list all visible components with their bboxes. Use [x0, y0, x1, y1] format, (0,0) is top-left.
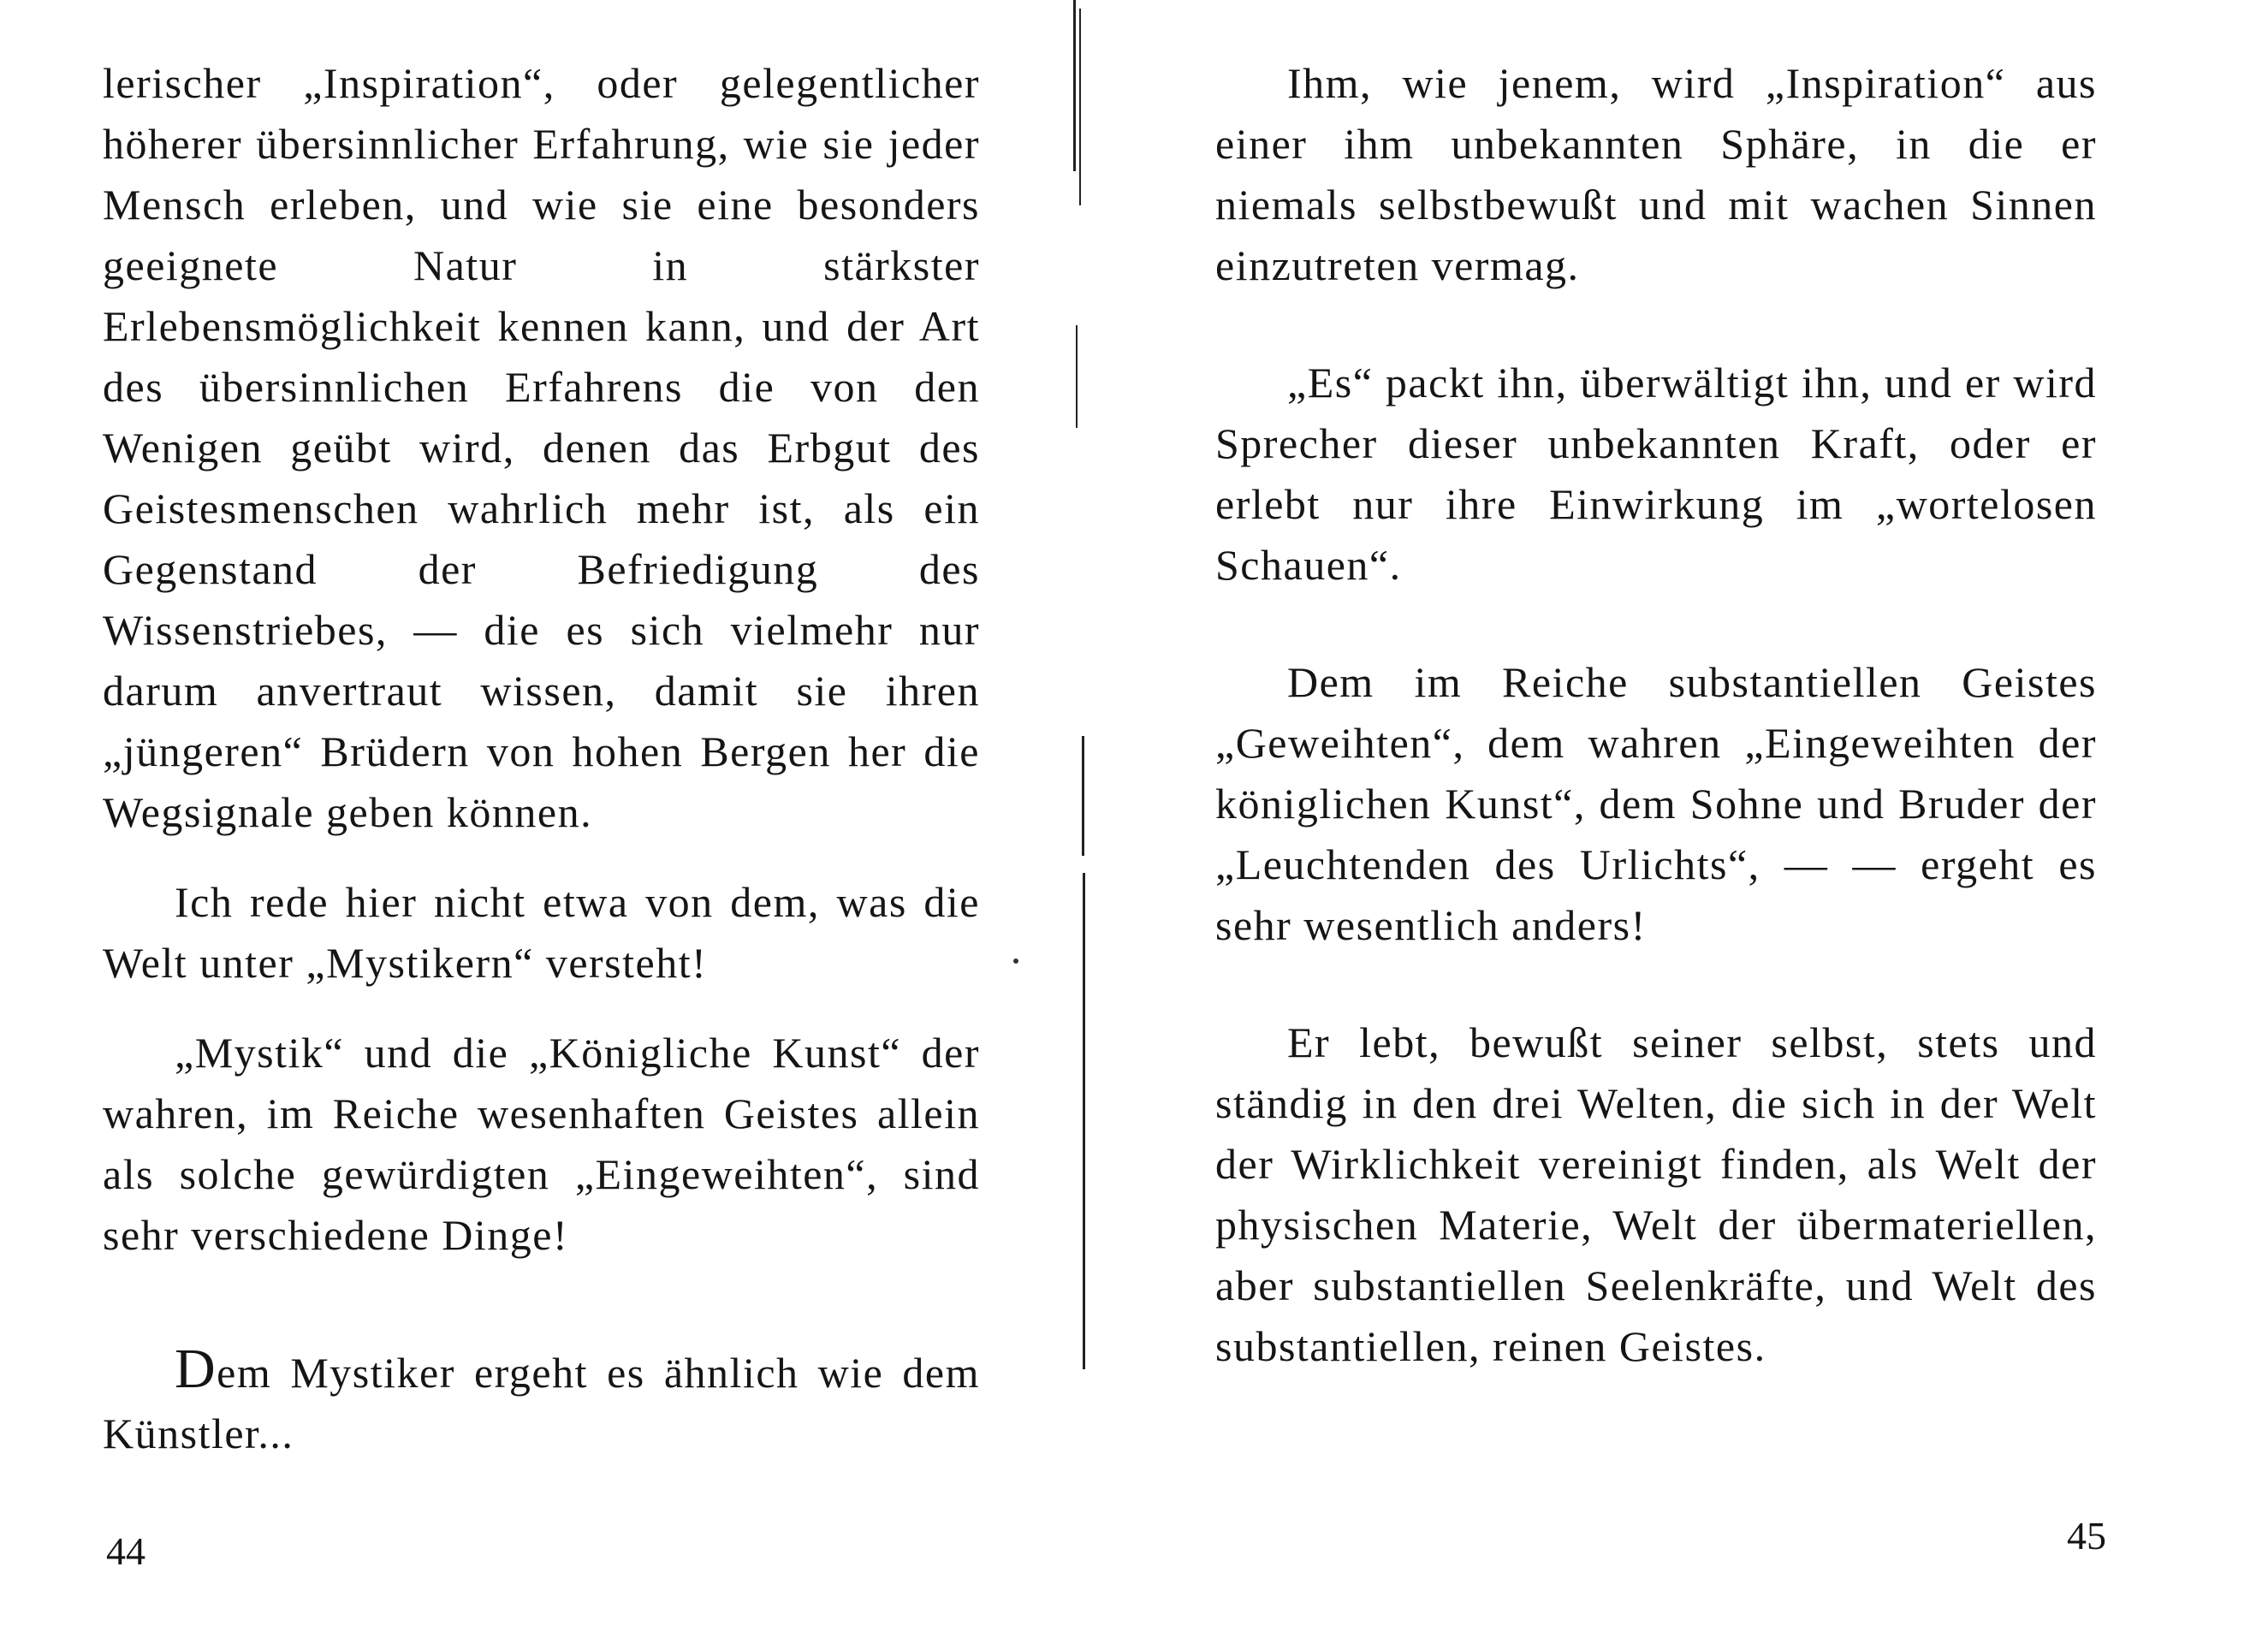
left-paragraph-3: „Mystik“ und die „Königliche Kunst“ der wahren, im Reiche wesenhaften Geistes allein als solche gewürdigten „Eingeweihten“, sind sehr verschiedene Dinge!: [103, 1029, 980, 1259]
right-paragraph-3: Dem im Reiche substantiellen Geistes „Geweihten“, dem wahren „Eingeweihten der königlichen Kunst“, dem Sohne und Bruder der „Leuchtenden des Urlichts“, — — ergeht es sehr wesentlich anders!: [1215, 658, 2097, 949]
right-paragraph-1: Ihm, wie jenem, wird „Inspiration“ aus einer ihm unbekannten Sphäre, in die er niemals selbstbewußt und mit wachen Sinnen einzutreten vermag.: [1215, 59, 2097, 289]
left-paragraph-1: lerischer „Inspiration“, oder gelegentlicher höherer übersinnlicher Erfahrung, wie sie jeder Mensch erleben, und wie sie eine besonders geeignete Natur in stärkster Erlebensmöglichkeit kennen kann, und der Art des übersinnlichen Erfahrens die von den Wenigen geübt wird, denen das Erbgut des Geistesmenschen wahrlich mehr ist, als ein Gegenstand der Befriedigung des Wissenstriebes, — die es sich vielmehr nur darum anvertraut wissen, damit sie ihren „jüngeren“ Brüdern von hohen Bergen her die Wegsignale geben können.: [103, 59, 980, 836]
left-page: [0, 0, 1087, 1626]
left-paragraph-2: Ich rede hier nicht etwa von dem, was die Welt unter „Mystikern“ versteht!: [103, 878, 980, 987]
right-page-number: 45: [2067, 1514, 2106, 1558]
gutter-line: [1082, 736, 1084, 856]
left-paragraph-4-text: em Mystiker ergeht es ähnlich wie dem Künstler...: [103, 1349, 980, 1457]
left-page-number: 44: [106, 1529, 145, 1573]
gutter-line: [1083, 873, 1085, 1369]
right-paragraph-4: Er lebt, bewußt seiner selbst, stets und ständig in den drei Welten, die sich in der Welt der Wirklichkeit vereinigt finden, als Welt der physischen Materie, Welt der übermateriellen, aber substantiellen Seelenkräfte, und Welt des substantiellen, reinen Geistes.: [1215, 1018, 2097, 1370]
gutter-speck: [1013, 958, 1018, 964]
gutter-line: [1076, 325, 1078, 428]
left-text-column: [103, 53, 980, 1464]
right-paragraph-2: „Es“ packt ihn, überwältigt ihn, und er wird Sprecher dieser unbekannten Kraft, oder er erlebt nur ihre Einwirkung im „wortelosen Schauen“.: [1215, 359, 2097, 589]
right-page: [1087, 0, 2268, 1626]
gutter-line: [1073, 0, 1076, 171]
dropcap-letter: D: [175, 1338, 217, 1400]
gutter-line: [1079, 9, 1081, 205]
right-text-column: [1215, 53, 2097, 1377]
left-paragraph-4: [103, 1338, 980, 1464]
